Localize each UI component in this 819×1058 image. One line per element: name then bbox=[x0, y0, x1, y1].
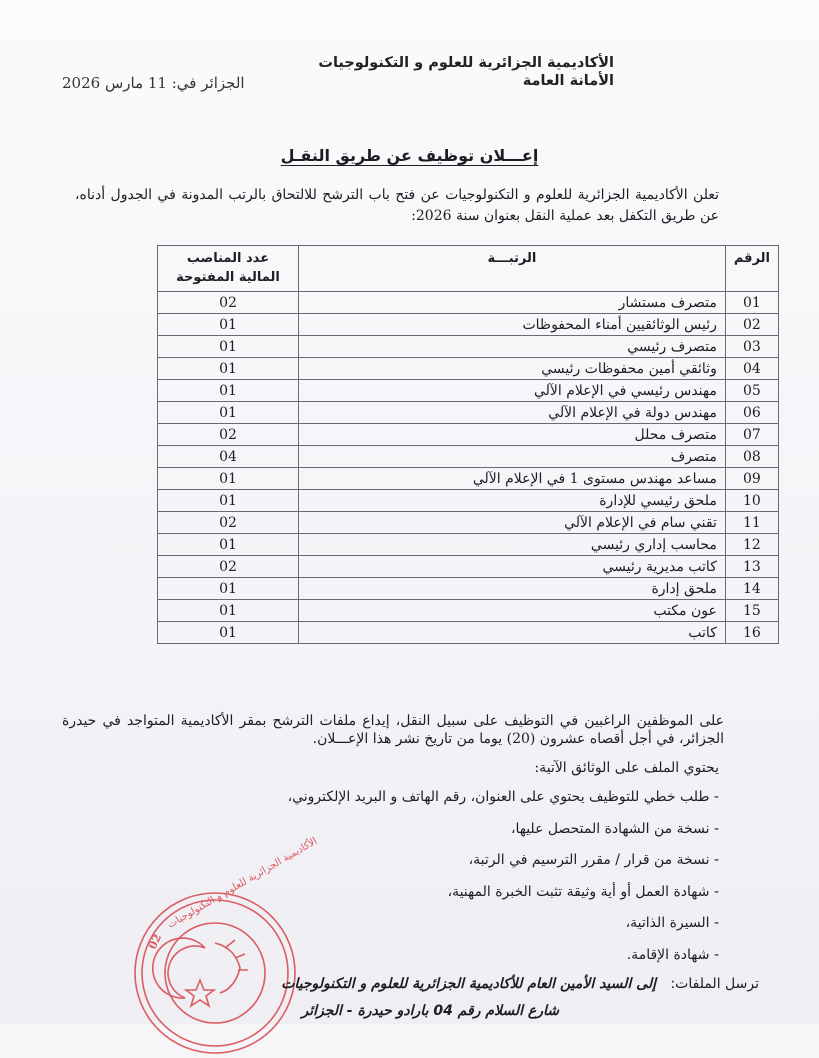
cell-grade: مهندس رئيسي في الإعلام الآلي bbox=[299, 380, 726, 402]
table-row bbox=[158, 336, 779, 358]
table-row bbox=[158, 534, 779, 556]
send-line bbox=[281, 976, 759, 992]
cell-grade: كاتب مديرية رئيسي bbox=[299, 556, 726, 578]
cell-count: 04 bbox=[158, 446, 299, 468]
cell-number: 08 bbox=[725, 446, 778, 468]
header-count-line2: المالية المفتوحة bbox=[176, 270, 280, 285]
stamp-number: 02 bbox=[145, 931, 165, 952]
cell-number: 12 bbox=[725, 534, 778, 556]
cell-number: 06 bbox=[725, 402, 778, 424]
department-name: الأمانة العامة bbox=[522, 73, 614, 89]
header-number: الرقم bbox=[725, 246, 778, 292]
file-contents-heading: يحتوي الملف على الوثائق الآتية: bbox=[534, 760, 719, 776]
table-row bbox=[158, 512, 779, 534]
table-row bbox=[158, 578, 779, 600]
table-row bbox=[158, 556, 779, 578]
star-icon bbox=[186, 980, 214, 1006]
cell-number: 16 bbox=[725, 622, 778, 644]
cell-number: 04 bbox=[725, 358, 778, 380]
cell-count: 01 bbox=[158, 468, 299, 490]
cell-count: 01 bbox=[158, 622, 299, 644]
header-grade: الرتبـــة bbox=[299, 246, 726, 292]
cell-count: 01 bbox=[158, 336, 299, 358]
cell-grade: متصرف رئيسي bbox=[299, 336, 726, 358]
announcement-title: إعـــلان توظيف عن طريق النقـل bbox=[280, 146, 539, 165]
list-item: - شهادة العمل أو أية وثيقة تثبت الخبرة المهنية، bbox=[447, 883, 719, 900]
cell-count: 02 bbox=[158, 556, 299, 578]
cell-count: 01 bbox=[158, 600, 299, 622]
list-item: - نسخة من الشهادة المتحصل عليها، bbox=[510, 820, 719, 837]
table-row bbox=[158, 600, 779, 622]
cell-grade: كاتب bbox=[299, 622, 726, 644]
send-recipient: إلى السيد الأمين العام للأكاديمية الجزائرية للعلوم و التكنولوجيات bbox=[281, 976, 656, 992]
list-item: - نسخة من قرار / مقرر الترسيم في الرتبة، bbox=[468, 852, 719, 868]
cell-count: 01 bbox=[158, 578, 299, 600]
intro-paragraph: تعلن الأكاديمية الجزائرية للعلوم و التكنولوجيات عن فتح باب الترشح للالتحاق بالرتب المدونة في الجدول أدناه، عن طريق التكفل بعد عملية النقل بعنوان سنة 2026: bbox=[75, 187, 719, 224]
table-row bbox=[158, 358, 779, 380]
cell-count: 02 bbox=[158, 292, 299, 314]
cell-grade: مساعد مهندس مستوى 1 في الإعلام الآلي bbox=[299, 468, 726, 490]
list-item: - شهادة الإقامة. bbox=[626, 946, 719, 963]
cell-count: 01 bbox=[158, 380, 299, 402]
document-date: الجزائر في: 11 مارس 2026 bbox=[62, 74, 245, 92]
table-row bbox=[158, 622, 779, 644]
cell-grade: متصرف محلل bbox=[299, 424, 726, 446]
cell-number: 01 bbox=[725, 292, 778, 314]
cell-grade: ملحق رئيسي للإدارة bbox=[299, 490, 726, 512]
table-row bbox=[158, 292, 779, 314]
header-count bbox=[158, 246, 299, 292]
cell-grade: ملحق إدارة bbox=[299, 578, 726, 600]
table-row bbox=[158, 402, 779, 424]
positions-table bbox=[157, 245, 779, 644]
cell-number: 10 bbox=[725, 490, 778, 512]
cell-count: 01 bbox=[158, 358, 299, 380]
cell-number: 09 bbox=[725, 468, 778, 490]
cell-count: 01 bbox=[158, 534, 299, 556]
cell-count: 01 bbox=[158, 402, 299, 424]
letterhead bbox=[318, 54, 614, 90]
list-item: - طلب خطي للتوظيف يحتوي على العنوان، رقم الهاتف و البريد الإلكتروني، bbox=[287, 789, 719, 805]
cell-grade: رئيس الوثائقيين أمناء المحفوظات bbox=[299, 314, 726, 336]
official-stamp-icon bbox=[130, 835, 320, 1058]
table-header-row bbox=[158, 246, 779, 292]
submission-instructions: على الموظفين الراغبين في التوظيف على سبيل النقل، إيداع ملفات الترشح بمقر الأكاديمية المتواجد في حيدرة الجزائر، في أجل أقصاه عشرون (20) يوما من تاريخ نشر هذا الإعـــلان. bbox=[62, 713, 724, 747]
table-row bbox=[158, 314, 779, 336]
list-item: - السيرة الذاتية، bbox=[625, 915, 719, 931]
stamp-outer-ring bbox=[135, 893, 295, 1053]
cell-number: 13 bbox=[725, 556, 778, 578]
send-label: ترسل الملفات: bbox=[670, 976, 759, 992]
cell-grade: عون مكتب bbox=[299, 600, 726, 622]
cell-grade: وثائقي أمين محفوظات رئيسي bbox=[299, 358, 726, 380]
organization-name: الأكاديمية الجزائرية للعلوم و التكنولوجيات bbox=[318, 55, 614, 71]
cell-grade: مهندس دولة في الإعلام الآلي bbox=[299, 402, 726, 424]
cell-number: 02 bbox=[725, 314, 778, 336]
cell-count: 01 bbox=[158, 490, 299, 512]
table-row bbox=[158, 468, 779, 490]
send-address: شارع السلام رقم 04 بارادو حيدرة - الجزائر bbox=[301, 1003, 559, 1019]
table-row bbox=[158, 490, 779, 512]
cell-number: 05 bbox=[725, 380, 778, 402]
cell-count: 02 bbox=[158, 424, 299, 446]
cell-number: 14 bbox=[725, 578, 778, 600]
cell-grade: تقني سام في الإعلام الآلي bbox=[299, 512, 726, 534]
cell-number: 03 bbox=[725, 336, 778, 358]
table-row bbox=[158, 424, 779, 446]
stamp-outer-ring-inner bbox=[142, 900, 288, 1046]
table-row bbox=[158, 446, 779, 468]
emblem-rays bbox=[215, 940, 248, 993]
required-documents-list bbox=[288, 786, 719, 975]
cell-number: 07 bbox=[725, 424, 778, 446]
cell-number: 15 bbox=[725, 600, 778, 622]
cell-count: 02 bbox=[158, 512, 299, 534]
cell-grade: متصرف bbox=[299, 446, 726, 468]
table-row bbox=[158, 380, 779, 402]
cell-number: 11 bbox=[725, 512, 778, 534]
header-count-line1: عدد المناصب bbox=[186, 251, 270, 266]
cell-grade: محاسب إداري رئيسي bbox=[299, 534, 726, 556]
stamp-text: الأكاديمية الجزائرية للعلوم و التكنولوجيات bbox=[166, 835, 320, 931]
cell-grade: متصرف مستشار bbox=[299, 292, 726, 314]
cell-count: 01 bbox=[158, 314, 299, 336]
